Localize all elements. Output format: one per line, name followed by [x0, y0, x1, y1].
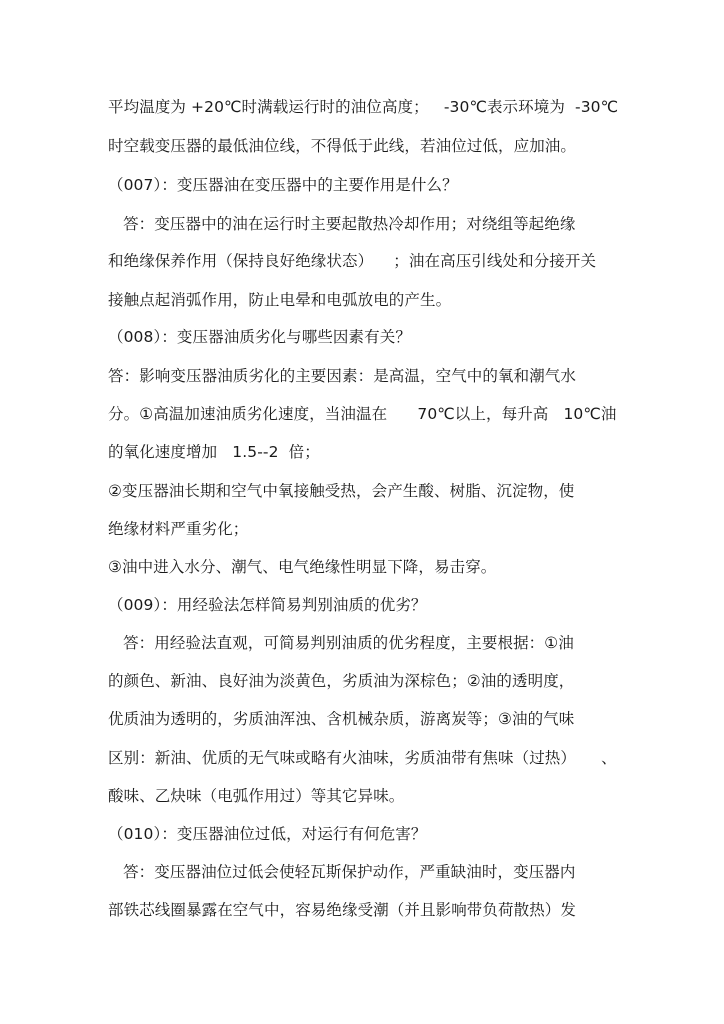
text-line: 答：变压器中的油在运行时主要起散热冷却作用；对绕组等起绝缘 [108, 215, 576, 233]
text-line: 平均温度为 +20℃时满载运行时的油位高度； -30℃表示环境为 -30℃ [108, 98, 619, 116]
question-heading: （009）：用经验法怎样简易判别油质的优劣？ [108, 596, 427, 614]
text-line: 优质油为透明的，劣质油浑浊、含机械杂质，游离炭等；③油的气味 [108, 710, 575, 728]
text-line: 区别：新油、优质的无气味或略有火油味，劣质油带有焦味（过热） 、 [108, 749, 617, 767]
text-line: 酸味、乙炔味（电弧作用过）等其它异味。 [108, 787, 405, 805]
question-heading: （010）：变压器油位过低，对运行有何危害？ [108, 825, 427, 843]
question-heading: （007）：变压器油在变压器中的主要作用是什么？ [108, 176, 458, 194]
text-line: ②变压器油长期和空气中氧接触受热，会产生酸、树脂、沉淀物，使 [108, 482, 575, 500]
text-line: 答：用经验法直观，可简易判别油质的优劣程度，主要根据：①油 [108, 634, 574, 652]
question-heading: （008）：变压器油质劣化与哪些因素有关？ [108, 328, 411, 346]
text-line: 部铁芯线圈暴露在空气中，容易绝缘受潮（并且影响带负荷散热）发 [108, 901, 577, 919]
text-line: 时空载变压器的最低油位线，不得低于此线，若油位过低，应加油。 [108, 137, 577, 155]
text-line: 答：影响变压器油质劣化的主要因素：是高温，空气中的氧和潮气水 [108, 367, 577, 385]
text-line: 接触点起消弧作用，防止电晕和电弧放电的产生。 [108, 291, 452, 309]
text-line: 分。①高温加速油质劣化速度，当油温在 70℃以上，每升高 10℃油 [108, 405, 617, 423]
text-line: 的颜色、新油、良好油为淡黄色，劣质油为深棕色；②油的透明度， [108, 672, 575, 690]
text-line: 绝缘材料严重劣化； [108, 520, 249, 538]
text-line: 的氧化速度增加 1.5--2 倍； [108, 443, 320, 461]
text-line: 和绝缘保养作用（保持良好绝缘状态） ；油在高压引线处和分接开关 [108, 252, 597, 270]
text-line: 答：变压器油位过低会使轻瓦斯保护动作，严重缺油时，变压器内 [108, 863, 576, 881]
text-line: ③油中进入水分、潮气、电气绝缘性明显下降，易击穿。 [108, 558, 497, 576]
